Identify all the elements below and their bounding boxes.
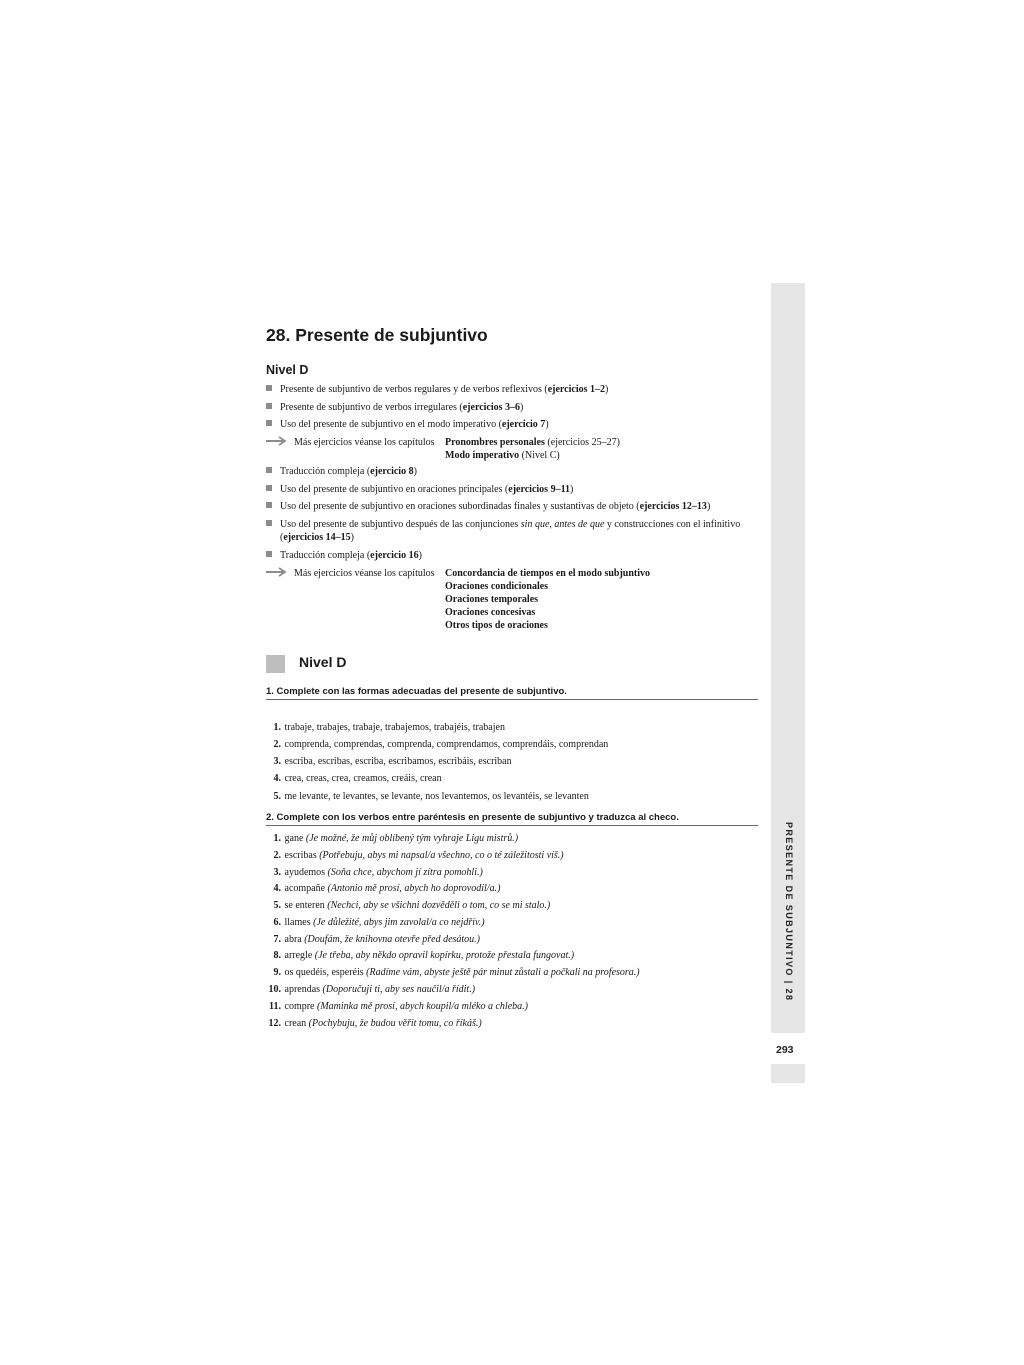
reference-line: Oraciones temporales: [445, 594, 539, 605]
answer-item: 1. gane (Je možné, že můj oblíbený tým vyhraje Ligu mistrů.): [273, 833, 519, 844]
running-chapter-label: PRESENTE DE SUBJUNTIVO | 28: [784, 822, 794, 1002]
answer-item: 10. aprendas (Doporučuji ti, aby ses naučil/a řídit.): [268, 984, 476, 995]
answer-item: 9. os quedéis, esperéis (Radíme vám, abyste ještě pár minut zůstali a počkali na profesora.): [273, 967, 640, 978]
answer-item: 4. crea, creas, crea, creamos, creáis, crean: [273, 773, 442, 784]
bullet-square-icon: [266, 403, 272, 409]
bullet-square-icon: [266, 485, 272, 491]
overview-item: Uso del presente de subjuntivo en oraciones subordinadas finales y sustantivas de objeto (ejercicios 12–13): [266, 500, 756, 513]
margin-strip-bottom: [771, 1064, 805, 1083]
overview-item: Traducción compleja (ejercicio 8): [266, 465, 756, 478]
bullet-square-icon: [266, 385, 272, 391]
bullet-square-icon: [266, 502, 272, 508]
arrow-right-icon: [266, 436, 288, 446]
answer-item: 2. escribas (Potřebuju, abys mi napsal/a všechno, co o té záležitosti víš.): [273, 850, 564, 861]
overview-item: Presente de subjuntivo de verbos irregulares (ejercicios 3–6): [266, 401, 756, 414]
chapter-title: 28. Presente de subjuntivo: [266, 325, 488, 345]
overview-item: Uso del presente de subjuntivo después de las conjunciones sin que, antes de que y construcciones con el infinitivo (ejercicios 14–15): [266, 518, 756, 544]
exercise-title: 2. Complete con los verbos entre paréntesis en presente de subjuntivo y traduzca al checo.: [266, 811, 758, 826]
cross-reference: Más ejercicios véanse los capítulos: [266, 436, 756, 449]
answer-item: 5. se enteren (Nechci, aby se všichni dozvěděli o tom, co se mi stalo.): [273, 900, 551, 911]
overview-heading: Nivel D: [266, 363, 309, 377]
reference-line: Concordancia de tiempos en el modo subjuntivo: [445, 568, 651, 579]
answer-item: 2. comprenda, comprendas, comprenda, comprendamos, comprendáis, comprendan: [273, 739, 609, 750]
section-marker: [266, 655, 285, 673]
bullet-square-icon: [266, 520, 272, 526]
answer-item: 6. llames (Je důležité, abys jim zavolal/a co nejdřív.): [273, 917, 485, 928]
answer-item: 12. crean (Pochybuju, že budou věřit tomu, co říkáš.): [268, 1018, 482, 1029]
answer-item: 1. trabaje, trabajes, trabaje, trabajemos, trabajéis, trabajen: [273, 722, 505, 733]
answer-item: 5. me levante, te levantes, se levante, nos levantemos, os levantéis, se levanten: [273, 791, 589, 802]
bullet-square-icon: [266, 420, 272, 426]
overview-item: Traducción compleja (ejercicio 16): [266, 549, 756, 562]
answer-item: 4. acompañe (Antonio mě prosí, abych ho doprovodil/a.): [273, 883, 501, 894]
reference-line: Oraciones concesivas: [445, 607, 536, 618]
answer-item: 3. ayudemos (Soňa chce, abychom jí zítra pomohli.): [273, 867, 483, 878]
answer-item: 8. arregle (Je třeba, aby někdo opravil kopírku, protože přestala fungovat.): [273, 950, 575, 961]
overview-item: Presente de subjuntivo de verbos regulares y de verbos reflexivos (ejercicios 1–2): [266, 383, 756, 396]
answer-item: 3. escriba, escribas, escriba, escribamos, escribáis, escriban: [273, 756, 512, 767]
reference-line: Modo imperativo (Nivel C): [445, 450, 560, 461]
cross-reference: Más ejercicios véanse los capítulos: [266, 567, 756, 580]
reference-line: Pronombres personales (ejercicios 25–27): [445, 437, 620, 448]
answer-item: 7. abra (Doufám, že knihovna otevře před desátou.): [273, 934, 481, 945]
page-number: 293: [776, 1044, 794, 1056]
reference-line: Otros tipos de oraciones: [445, 620, 548, 631]
answer-item: 11. compre (Maminka mě prosí, abych koupil/a mléko a chleba.): [269, 1001, 528, 1012]
bullet-square-icon: [266, 467, 272, 473]
bullet-square-icon: [266, 551, 272, 557]
section-heading: Nivel D: [299, 654, 347, 670]
reference-line: Oraciones condicionales: [445, 581, 549, 592]
overview-item: Uso del presente de subjuntivo en el modo imperativo (ejercicio 7): [266, 418, 756, 431]
exercise-title: 1. Complete con las formas adecuadas del presente de subjuntivo.: [266, 685, 758, 700]
overview-item: Uso del presente de subjuntivo en oraciones principales (ejercicios 9–11): [266, 483, 756, 496]
arrow-right-icon: [266, 567, 288, 577]
